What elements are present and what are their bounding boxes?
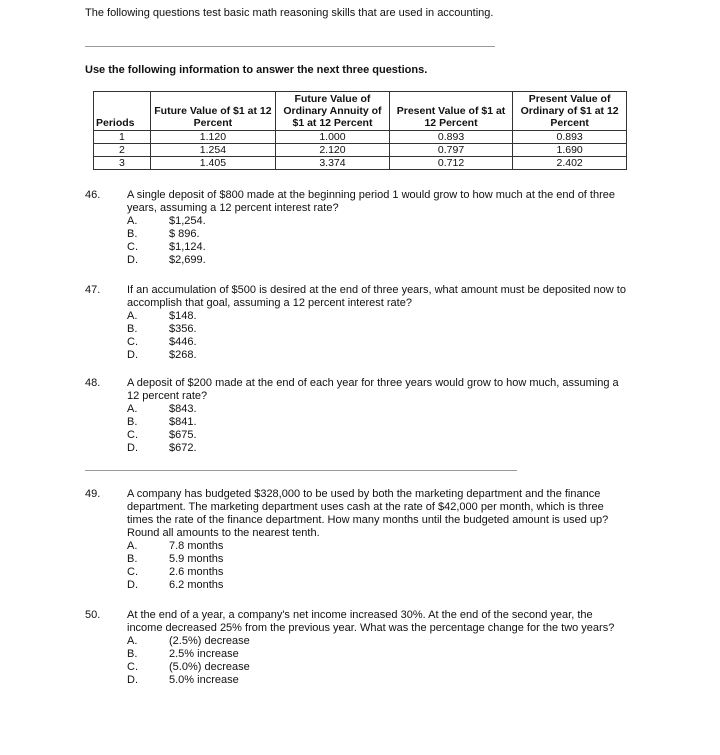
option-letter: C. bbox=[127, 429, 138, 441]
option-value: $268. bbox=[169, 349, 197, 361]
option-letter: B. bbox=[127, 228, 138, 240]
option-value: $356. bbox=[169, 323, 197, 335]
table-row bbox=[94, 131, 627, 144]
option-letter: A. bbox=[127, 310, 138, 322]
table-cell: 3.374 bbox=[276, 157, 390, 170]
question-text: A deposit of $200 made at the end of each year for three years would grow to how much, assuming a 12 percent rate? bbox=[127, 377, 619, 402]
question-number: 50. bbox=[85, 609, 101, 621]
option-a bbox=[127, 403, 635, 416]
option-value: $ 896. bbox=[169, 228, 200, 240]
option-value: 2.6 months bbox=[169, 566, 224, 578]
option-d bbox=[127, 579, 635, 592]
option-letter: D. bbox=[127, 349, 138, 361]
header-pv: Present Value of $1 at 12 Percent bbox=[389, 92, 512, 131]
option-value: 2.5% increase bbox=[169, 648, 239, 660]
table-cell: 2 bbox=[94, 144, 151, 157]
option-letter: C. bbox=[127, 241, 138, 253]
option-d bbox=[127, 674, 635, 687]
table-header-row bbox=[94, 92, 627, 131]
table-row bbox=[94, 157, 627, 170]
table-cell: 0.797 bbox=[389, 144, 512, 157]
table-cell: 2.120 bbox=[276, 144, 390, 157]
question-text: At the end of a year, a company's net income increased 30%. At the end of the second year, the income decreased 25% from the previous year. What was the percentage change for the two years? bbox=[127, 609, 615, 634]
option-value: 5.9 months bbox=[169, 553, 224, 565]
option-b bbox=[127, 648, 635, 661]
option-value: $1,254. bbox=[169, 215, 206, 227]
option-value: $672. bbox=[169, 442, 197, 454]
header-fv-annuity: Future Value of Ordinary Annuity of $1 at 12 Percent bbox=[276, 92, 390, 131]
option-value: (5.0%) decrease bbox=[169, 661, 250, 673]
option-value: $675. bbox=[169, 429, 197, 441]
question-text: If an accumulation of $500 is desired at the end of three years, what amount must be deposited now to accomplish that goal, assuming a 12 percent interest rate? bbox=[127, 284, 626, 309]
table-row bbox=[94, 144, 627, 157]
divider bbox=[85, 46, 495, 47]
question-number: 48. bbox=[85, 377, 101, 389]
option-value: $843. bbox=[169, 403, 197, 415]
option-letter: D. bbox=[127, 674, 138, 686]
option-value: (2.5%) decrease bbox=[169, 635, 250, 647]
option-d bbox=[127, 254, 635, 267]
option-b bbox=[127, 416, 635, 429]
option-a bbox=[127, 635, 635, 648]
option-letter: A. bbox=[127, 635, 138, 647]
option-b bbox=[127, 228, 635, 241]
option-c bbox=[127, 241, 635, 254]
question-46 bbox=[85, 189, 635, 267]
header-periods: Periods bbox=[94, 92, 151, 131]
option-value: 7.8 months bbox=[169, 540, 224, 552]
header-pv-annuity: Present Value of Ordinary of $1 at 12 Percent bbox=[513, 92, 627, 131]
table-cell: 2.402 bbox=[513, 157, 627, 170]
option-value: $2,699. bbox=[169, 254, 206, 266]
option-a bbox=[127, 310, 635, 323]
question-48 bbox=[85, 377, 635, 455]
table-cell: 1.690 bbox=[513, 144, 627, 157]
option-letter: B. bbox=[127, 553, 138, 565]
option-b bbox=[127, 323, 635, 336]
interest-factor-table bbox=[93, 91, 627, 170]
option-letter: C. bbox=[127, 336, 138, 348]
option-value: $841. bbox=[169, 416, 197, 428]
option-letter: A. bbox=[127, 215, 138, 227]
option-value: $148. bbox=[169, 310, 197, 322]
option-a bbox=[127, 540, 635, 553]
option-letter: A. bbox=[127, 403, 138, 415]
table-cell: 1.405 bbox=[150, 157, 275, 170]
option-letter: D. bbox=[127, 579, 138, 591]
question-number: 47. bbox=[85, 284, 101, 296]
option-value: $1,124. bbox=[169, 241, 206, 253]
option-value: 5.0% increase bbox=[169, 674, 239, 686]
option-letter: A. bbox=[127, 540, 138, 552]
table-cell: 1.254 bbox=[150, 144, 275, 157]
option-letter: B. bbox=[127, 323, 138, 335]
option-letter: C. bbox=[127, 661, 138, 673]
option-c bbox=[127, 336, 635, 349]
table-cell: 1.120 bbox=[150, 131, 275, 144]
header-fv: Future Value of $1 at 12 Percent bbox=[150, 92, 275, 131]
table-cell: 1 bbox=[94, 131, 151, 144]
divider bbox=[85, 470, 517, 471]
option-value: 6.2 months bbox=[169, 579, 224, 591]
option-letter: B. bbox=[127, 416, 138, 428]
option-c bbox=[127, 661, 635, 674]
option-letter: C. bbox=[127, 566, 138, 578]
option-d bbox=[127, 442, 635, 455]
table-cell: 0.712 bbox=[389, 157, 512, 170]
question-49 bbox=[85, 488, 635, 592]
option-b bbox=[127, 553, 635, 566]
option-letter: D. bbox=[127, 442, 138, 454]
instruction-heading: Use the following information to answer the next three questions. bbox=[85, 64, 428, 76]
intro-text: The following questions test basic math reasoning skills that are used in accounting. bbox=[85, 7, 494, 19]
option-d bbox=[127, 349, 635, 362]
option-letter: B. bbox=[127, 648, 138, 660]
table-cell: 3 bbox=[94, 157, 151, 170]
table-cell: 0.893 bbox=[513, 131, 627, 144]
table-cell: 1.000 bbox=[276, 131, 390, 144]
option-letter: D. bbox=[127, 254, 138, 266]
option-a bbox=[127, 215, 635, 228]
option-c bbox=[127, 429, 635, 442]
question-number: 49. bbox=[85, 488, 101, 500]
question-text: A single deposit of $800 made at the beginning period 1 would grow to how much at the end of three years, assuming a 12 percent interest rate? bbox=[127, 189, 615, 214]
option-c bbox=[127, 566, 635, 579]
question-text: A company has budgeted $328,000 to be used by both the marketing department and the finance department. The marketing department uses cash at the rate of $42,000 per month, which is three times the rate of the finance department. How many months until the budgeted amount is used up? Round all amounts to the nearest tenth. bbox=[127, 488, 609, 539]
question-47 bbox=[85, 284, 635, 362]
question-number: 46. bbox=[85, 189, 101, 201]
question-50 bbox=[85, 609, 635, 687]
table-cell: 0.893 bbox=[389, 131, 512, 144]
option-value: $446. bbox=[169, 336, 197, 348]
